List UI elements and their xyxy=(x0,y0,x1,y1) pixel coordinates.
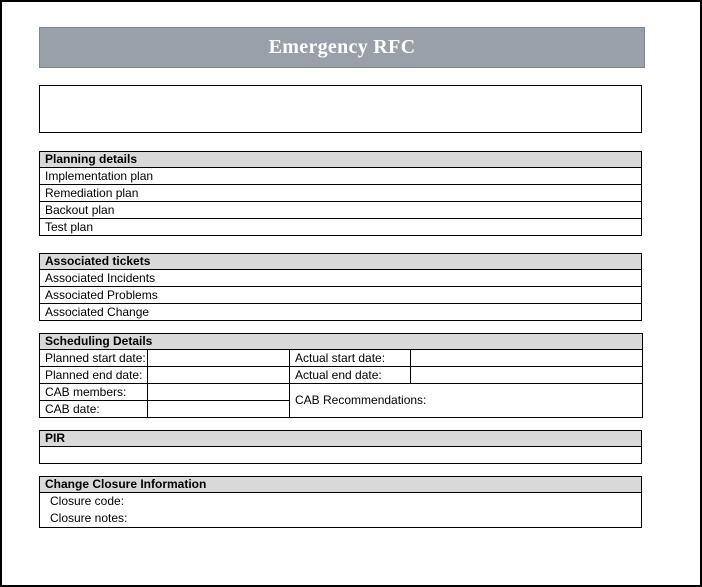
implementation-plan-field[interactable]: Implementation plan xyxy=(40,168,642,185)
page-title: Emergency RFC xyxy=(268,36,416,58)
closure-notes-label: Closure notes: xyxy=(50,511,128,525)
cab-recommendations-field[interactable] xyxy=(290,384,643,418)
change-closure-header: Change Closure Information xyxy=(40,477,642,493)
actual-start-date-label: Actual start date: xyxy=(290,350,411,367)
pir-field[interactable] xyxy=(40,447,642,464)
cab-members-label: CAB members: xyxy=(40,384,148,401)
change-closure-table xyxy=(39,476,642,528)
cab-recommendations-label: CAB Recommendations: xyxy=(295,393,427,407)
associated-tickets-table xyxy=(39,253,642,321)
pir-table xyxy=(39,430,642,464)
scheduling-details-table xyxy=(39,333,643,418)
closure-code-field[interactable] xyxy=(45,493,639,510)
cab-members-input[interactable] xyxy=(148,384,290,401)
associated-incidents-field[interactable]: Associated Incidents xyxy=(40,270,642,287)
test-plan-field[interactable]: Test plan xyxy=(40,219,642,236)
description-field[interactable] xyxy=(39,85,642,133)
closure-body-cell xyxy=(40,493,642,528)
cab-date-input[interactable] xyxy=(148,401,290,418)
remediation-plan-field[interactable]: Remediation plan xyxy=(40,185,642,202)
scheduling-details-header: Scheduling Details xyxy=(40,334,643,350)
planning-details-table xyxy=(39,151,642,236)
title-banner xyxy=(39,27,645,68)
actual-start-date-input[interactable] xyxy=(411,350,643,367)
planned-end-date-label: Planned end date: xyxy=(40,367,148,384)
closure-code-label: Closure code: xyxy=(50,494,125,508)
actual-end-date-input[interactable] xyxy=(411,367,643,384)
cab-date-label: CAB date: xyxy=(40,401,148,418)
actual-end-date-label: Actual end date: xyxy=(290,367,411,384)
associated-change-field[interactable]: Associated Change xyxy=(40,304,642,321)
closure-notes-field[interactable] xyxy=(45,510,639,527)
associated-problems-field[interactable]: Associated Problems xyxy=(40,287,642,304)
pir-header: PIR xyxy=(40,431,642,447)
planned-start-date-input[interactable] xyxy=(148,350,290,367)
associated-tickets-header: Associated tickets xyxy=(40,254,642,270)
planned-end-date-input[interactable] xyxy=(148,367,290,384)
backout-plan-field[interactable]: Backout plan xyxy=(40,202,642,219)
planning-details-header: Planning details xyxy=(40,152,642,168)
planned-start-date-label: Planned start date: xyxy=(40,350,148,367)
